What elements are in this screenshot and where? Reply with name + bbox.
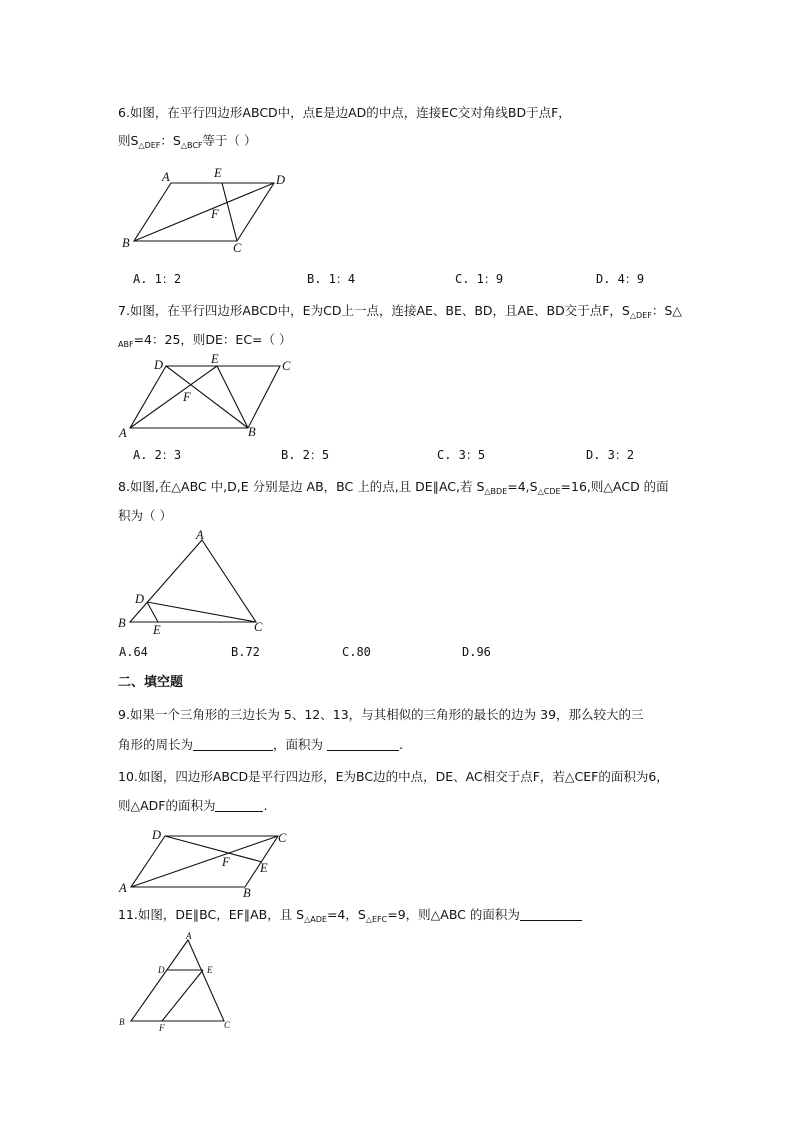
q7-text-prefix: 7.如图，在平行四边形ABCD中，E为CD上一点，连接AE、BE、BD，且AE、BD交于点F，S xyxy=(118,303,630,318)
q6-stem-text: 6.如图，在平行四边形ABCD中，点E是边AD的中点，连接EC交对角线BD于点F， xyxy=(118,105,571,120)
q7-segment-ae xyxy=(130,366,217,428)
q7-option-c[interactable]: C. 3：5 xyxy=(437,448,486,462)
q11-label-f: F xyxy=(159,1023,165,1033)
q10-label-f: F xyxy=(222,855,230,869)
q9-text-c: . xyxy=(399,737,403,752)
q7-label-b: B xyxy=(248,425,256,439)
q11-figure xyxy=(116,928,246,1033)
section-heading: 二、填空题 xyxy=(118,675,184,690)
q7-label-c: C xyxy=(282,359,291,373)
q6-text-prefix: 则S xyxy=(118,133,139,148)
q6-text-mid: ：S xyxy=(160,133,181,148)
q10-answer-blank[interactable] xyxy=(215,799,263,812)
q11-text-suffix: =9，则△ABC 的面积为 xyxy=(387,907,520,922)
q8-subscript-1: △BDE xyxy=(484,487,508,496)
q8-text-mid: =4,S xyxy=(507,479,538,494)
q11-label-d: D xyxy=(158,965,165,975)
q10-text-line1: 10.如图，四边形ABCD是平行四边形，E为BC边的中点，DE、AC相交于点F，若△CEF的面积为6， xyxy=(118,769,669,784)
q7-option-b[interactable]: B. 2：5 xyxy=(281,448,330,462)
q7-text-tail: △ xyxy=(672,303,682,318)
q6-subscript-1: △DEF xyxy=(138,141,161,150)
q10-stem-line1 xyxy=(118,768,669,786)
q7-label-f: F xyxy=(183,390,191,404)
q6-option-b[interactable]: B. 1：4 xyxy=(307,272,356,286)
q7-stem-line1 xyxy=(118,302,682,325)
q9-text-line1: 9.如果一个三角形的三边长为 5、12、13，与其相似的三角形的最长的边为 39，那么较大的三 xyxy=(118,707,644,722)
q10-label-c: C xyxy=(278,831,287,845)
q8-stem-line2 xyxy=(118,507,172,525)
q10-stem-line2 xyxy=(118,797,267,815)
q8-option-d[interactable]: D.96 xyxy=(462,645,491,659)
q8-stem-line1 xyxy=(118,478,669,501)
q11-stem xyxy=(118,906,582,929)
q8-text-suffix: =16,则△ACD 的面 xyxy=(560,479,669,494)
q7-parallelogram xyxy=(130,366,280,428)
q6-label-e: E xyxy=(214,166,222,180)
q8-segment-dc xyxy=(147,602,256,622)
q7-label-d: D xyxy=(154,358,164,372)
q7-segment-bd xyxy=(166,366,248,428)
q11-answer-blank[interactable] xyxy=(520,908,582,921)
q9-stem-line1 xyxy=(118,706,644,724)
q9-perimeter-blank[interactable] xyxy=(193,738,273,751)
q6-label-d: D xyxy=(276,173,286,187)
q7-text-suffix: =4：25，则DE：EC=（ ） xyxy=(133,332,292,347)
q10-label-e: E xyxy=(260,861,268,875)
q8-label-a: A xyxy=(196,528,204,542)
q6-option-c[interactable]: C. 1：9 xyxy=(455,272,504,286)
q6-stem-line1 xyxy=(118,104,571,122)
q11-text-prefix: 11.如图，DE∥BC，EF∥AB，且 S xyxy=(118,907,305,922)
q8-label-e: E xyxy=(153,623,161,637)
q6-figure xyxy=(110,160,310,260)
q10-text-b: . xyxy=(263,798,268,813)
q11-label-b: B xyxy=(119,1017,125,1027)
q8-text-line2: 积为（ ） xyxy=(118,508,172,523)
q8-label-c: C xyxy=(254,620,263,634)
q11-label-c: C xyxy=(224,1020,231,1030)
q7-text-mid: ：S xyxy=(651,303,673,318)
q10-label-d: D xyxy=(152,828,162,842)
q6-segment-ec xyxy=(222,183,237,241)
q9-stem-line2 xyxy=(118,736,403,754)
q11-subscript-2: △EFC xyxy=(365,915,388,924)
q8-segment-de xyxy=(147,602,158,622)
q7-option-a[interactable]: A. 2：3 xyxy=(133,448,182,462)
q8-label-d: D xyxy=(135,592,145,606)
q7-subscript-1: △DEF xyxy=(629,311,652,320)
q7-subscript-2: ABF xyxy=(118,340,134,349)
q8-label-b: B xyxy=(118,616,126,630)
q9-text-b: ，面积为 xyxy=(273,737,327,752)
q10-figure xyxy=(116,826,296,898)
q6-label-b: B xyxy=(122,236,130,250)
q11-triangle-abc xyxy=(131,940,224,1021)
q6-stem-line2 xyxy=(118,132,257,155)
q11-label-a: A xyxy=(186,931,192,941)
q11-text-mid: =4，S xyxy=(326,907,366,922)
q7-label-e: E xyxy=(211,352,219,366)
q10-label-b: B xyxy=(243,886,251,900)
q7-label-a: A xyxy=(119,426,127,440)
q11-subscript-1: △ADE xyxy=(304,915,327,924)
q8-option-b[interactable]: B.72 xyxy=(231,645,260,659)
q8-figure xyxy=(116,530,276,635)
q6-option-d[interactable]: D. 4：9 xyxy=(596,272,645,286)
q10-text-a: 则△ADF的面积为 xyxy=(118,798,216,813)
q8-triangle-abc xyxy=(130,540,256,622)
q9-area-blank[interactable] xyxy=(327,738,399,751)
q6-option-a[interactable]: A. 1：2 xyxy=(133,272,182,286)
q8-option-c[interactable]: C.80 xyxy=(342,645,371,659)
q9-text-a: 角形的周长为 xyxy=(118,737,194,752)
q6-subscript-2: △BCF xyxy=(180,141,203,150)
q11-label-e: E xyxy=(207,965,213,975)
q7-option-d[interactable]: D. 3：2 xyxy=(586,448,635,462)
q7-figure xyxy=(116,350,306,445)
q6-label-f: F xyxy=(211,207,219,221)
q6-diagonal-bd xyxy=(134,183,274,241)
q10-diagonal-ac xyxy=(131,836,278,887)
q6-text-suffix: 等于（ ） xyxy=(202,133,257,148)
q8-option-a[interactable]: A.64 xyxy=(119,645,148,659)
q7-segment-be xyxy=(217,366,248,428)
q6-label-c: C xyxy=(233,241,242,255)
q11-segment-ef xyxy=(162,970,203,1021)
q8-text-prefix: 8.如图,在△ABC 中,D,E 分别是边 AB，BC 上的点,且 DE∥AC,若 S xyxy=(118,479,485,494)
q10-label-a: A xyxy=(119,881,127,895)
q6-label-a: A xyxy=(162,170,170,184)
q8-subscript-2: △CDE xyxy=(537,487,561,496)
